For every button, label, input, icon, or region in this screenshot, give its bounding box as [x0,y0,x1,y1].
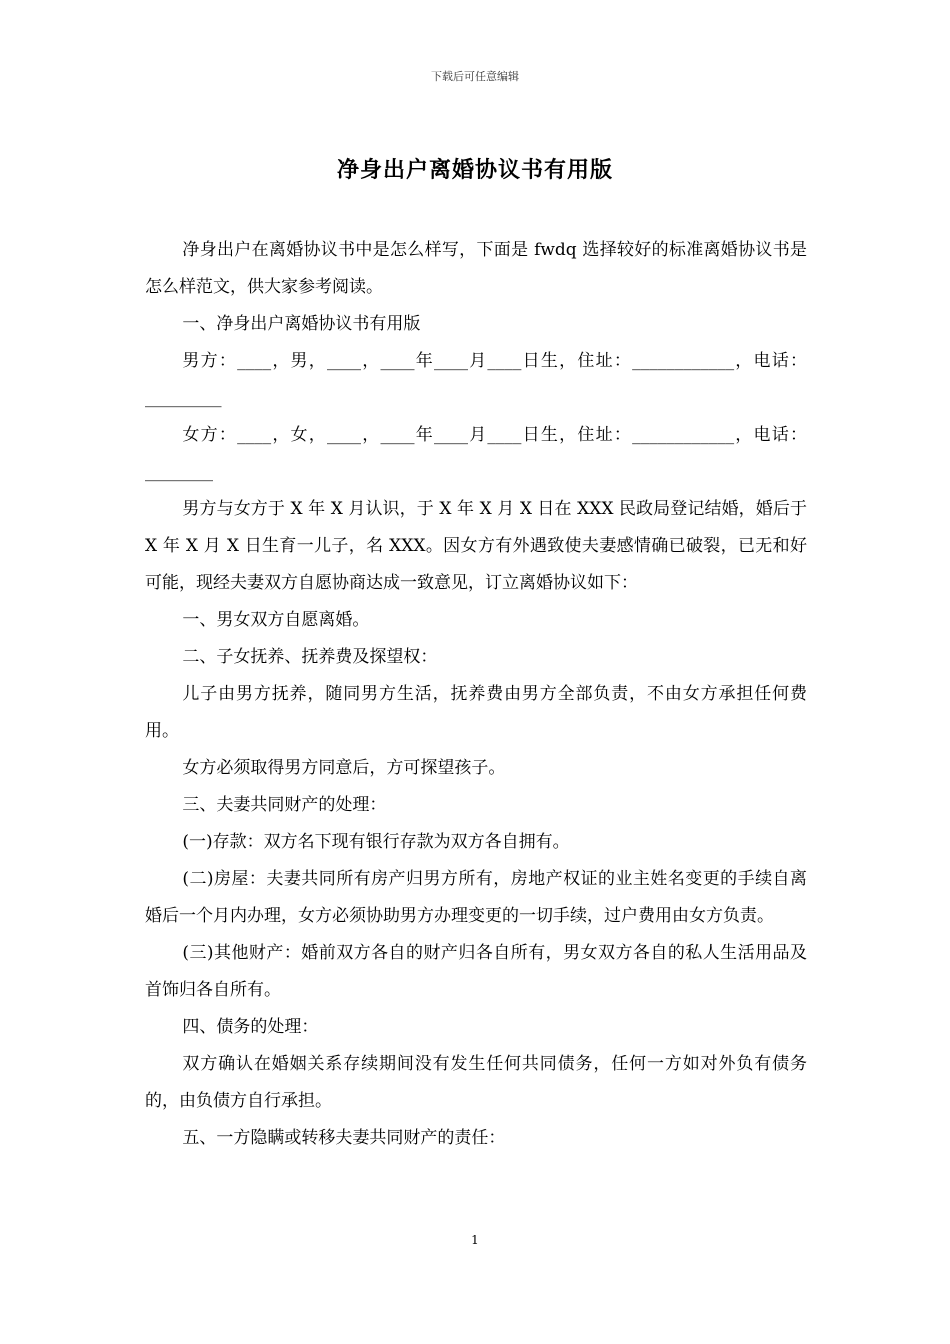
page-number: 1 [471,1233,479,1247]
paragraph-clause-2: 二、子女抚养、抚养费及探望权： [182,647,438,667]
paragraph-background: 男方与女方于 X 年 X 月认识，于 X 年 X 月 X 日在 XXX 民政局登记结婚，婚后于 X 年 X 月 X 日生育一儿子，名 XXX。因女方有外遇致使夫妻感情确已破裂，已无和好可能，现经夫妻双方自愿协商达成一致意见，订立离婚协议如下： [145,499,807,593]
paragraph-debts: 双方确认在婚姻关系存续期间没有发生任何共同债务，任何一方如对外负有债务的，由负债方自行承担。 [145,1054,807,1111]
paragraph-clause-4: 四、债务的处理： [182,1017,319,1037]
paragraph-deposits: (一)存款：双方名下现有银行存款为双方各自拥有。 [182,832,570,852]
document-body [145,232,807,1157]
paragraph-female-party: 女方：____，女，____，____年____月____日生，住址：____________，电话：________ [145,425,807,482]
paragraph-clause-5: 五、一方隐瞒或转移夫妻共同财产的责任： [182,1128,506,1148]
header-note: 下载后可任意编辑 [431,70,519,83]
document-title: 净身出户离婚协议书有用版 [336,157,613,183]
paragraph-other-property: (三)其他财产：婚前双方各自的财产归各自所有，男女双方各自的私人生活用品及首饰归各自所有。 [145,943,807,1000]
paragraph-house: (二)房屋：夫妻共同所有房产归男方所有，房地产权证的业主姓名变更的手续自离婚后一个月内办理，女方必须协助男方办理变更的一切手续，过户费用由女方负责。 [145,869,807,926]
paragraph-custody: 儿子由男方抚养，随同男方生活，抚养费由男方全部负责，不由女方承担任何费用。 [145,684,807,741]
paragraph-intro: 净身出户在离婚协议书中是怎么样写，下面是 fwdq 选择较好的标准离婚协议书是怎么样范文，供大家参考阅读。 [145,240,807,297]
paragraph-section-heading: 一、净身出户离婚协议书有用版 [182,314,421,334]
paragraph-visitation: 女方必须取得男方同意后，方可探望孩子。 [182,758,506,778]
paragraph-male-party: 男方：____，男，____，____年____月____日生，住址：____________，电话：_________ [145,351,807,408]
paragraph-clause-1: 一、男女双方自愿离婚。 [182,610,370,630]
paragraph-clause-3: 三、夫妻共同财产的处理： [182,795,387,815]
